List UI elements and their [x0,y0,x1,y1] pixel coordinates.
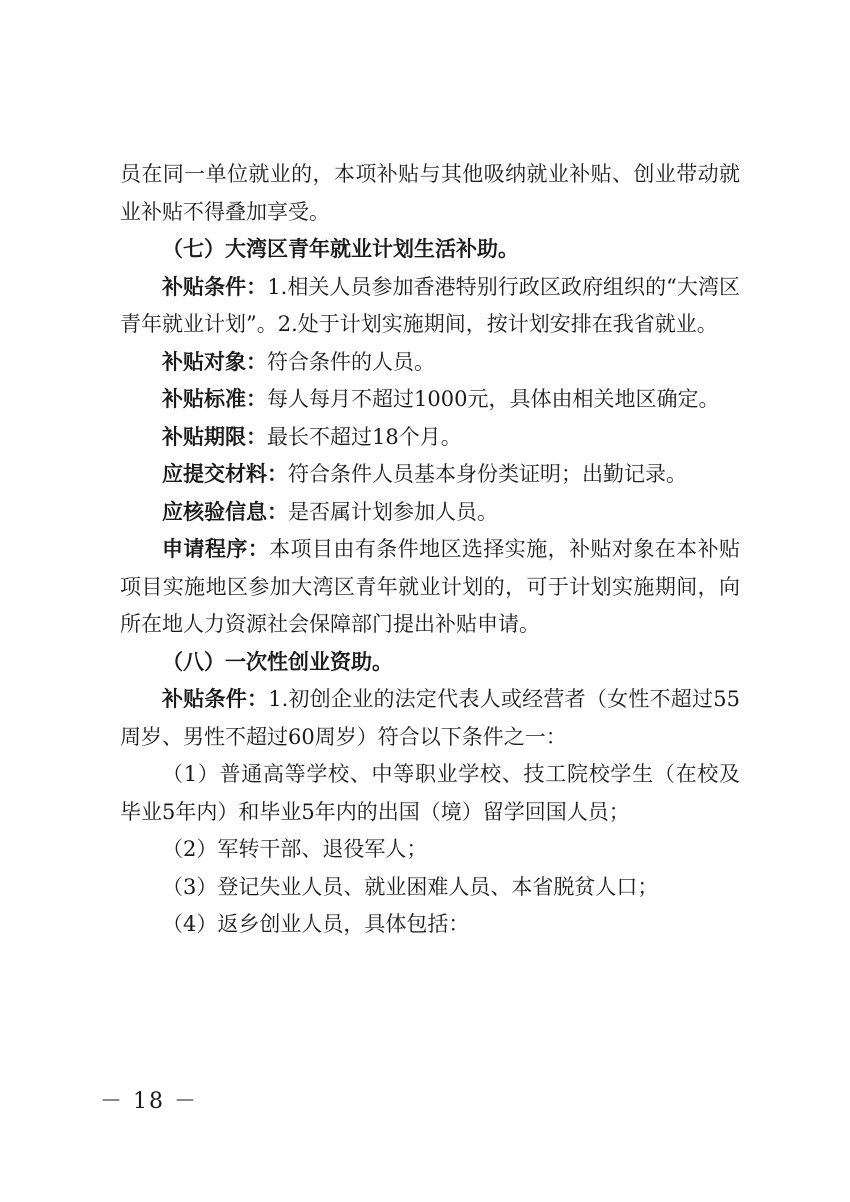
list-item-2: （2）军转干部、退役军人； [162,837,428,861]
list-item-3: （3）登记失业人员、就业困难人员、本省脱贫人口； [162,874,659,899]
paragraph-subsidy-period [120,419,740,457]
field-text: 符合条件的人员。 [267,349,435,374]
field-label: 补贴条件： [162,274,268,299]
field-text: 符合条件人员基本身份类证明；出勤记录。 [288,462,687,486]
list-item-1: （1）普通高等学校、中等职业学校、技工院校学生（在校及毕业5年内）和毕业5年内的出国（境）留学回国人员； [120,762,740,824]
field-label: 应核验信息： [162,499,288,524]
field-text: 是否属计划参加人员。 [288,499,498,524]
paragraph-subsidy-target [120,344,740,382]
paragraph-required-materials [120,456,740,494]
list-item-4: （4）返乡创业人员，具体包括： [162,912,470,936]
section-heading-8: （八）一次性创业资助。 [162,649,393,674]
paragraph-verification-info [120,494,740,532]
field-label: 补贴期限： [162,424,267,449]
field-text: 1.初创企业的法定代表人或经营者（女性不超过55周岁、男性不超过60周岁）符合以下条件之一： [120,687,740,749]
field-text: 1.相关人员参加香港特别行政区政府组织的“大湾区青年就业计划”。2.处于计划实施期间，按计划安排在我省就业。 [120,274,740,336]
paragraph-subsidy-standard [120,381,740,419]
paragraph-subsidy-conditions [120,269,740,344]
field-label: 申请程序： [162,537,270,561]
field-text: 本项目由有条件地区选择实施，补贴对象在本补贴项目实施地区参加大湾区青年就业计划的，可于计划实施期间，向所在地人力资源社会保障部门提出补贴申请。 [120,537,741,636]
field-label: 补贴条件： [162,687,269,711]
paragraph-continuation: 员在同一单位就业的，本项补贴与其他吸纳就业补贴、创业带动就业补贴不得叠加享受。 [120,162,740,224]
paragraph-application-procedure [120,531,740,644]
field-text: 每人每月不超过1000元，具体由相关地区确定。 [267,387,720,411]
document-body [120,156,740,944]
paragraph-startup-conditions [120,681,740,756]
field-text: 最长不超过18个月。 [267,424,462,449]
field-label: 补贴对象： [162,349,267,374]
field-label: 应提交材料： [162,462,288,486]
field-label: 补贴标准： [162,387,267,411]
page-number: － 18 － [100,1089,198,1114]
section-heading-7: （七）大湾区青年就业计划生活补助。 [162,237,519,261]
